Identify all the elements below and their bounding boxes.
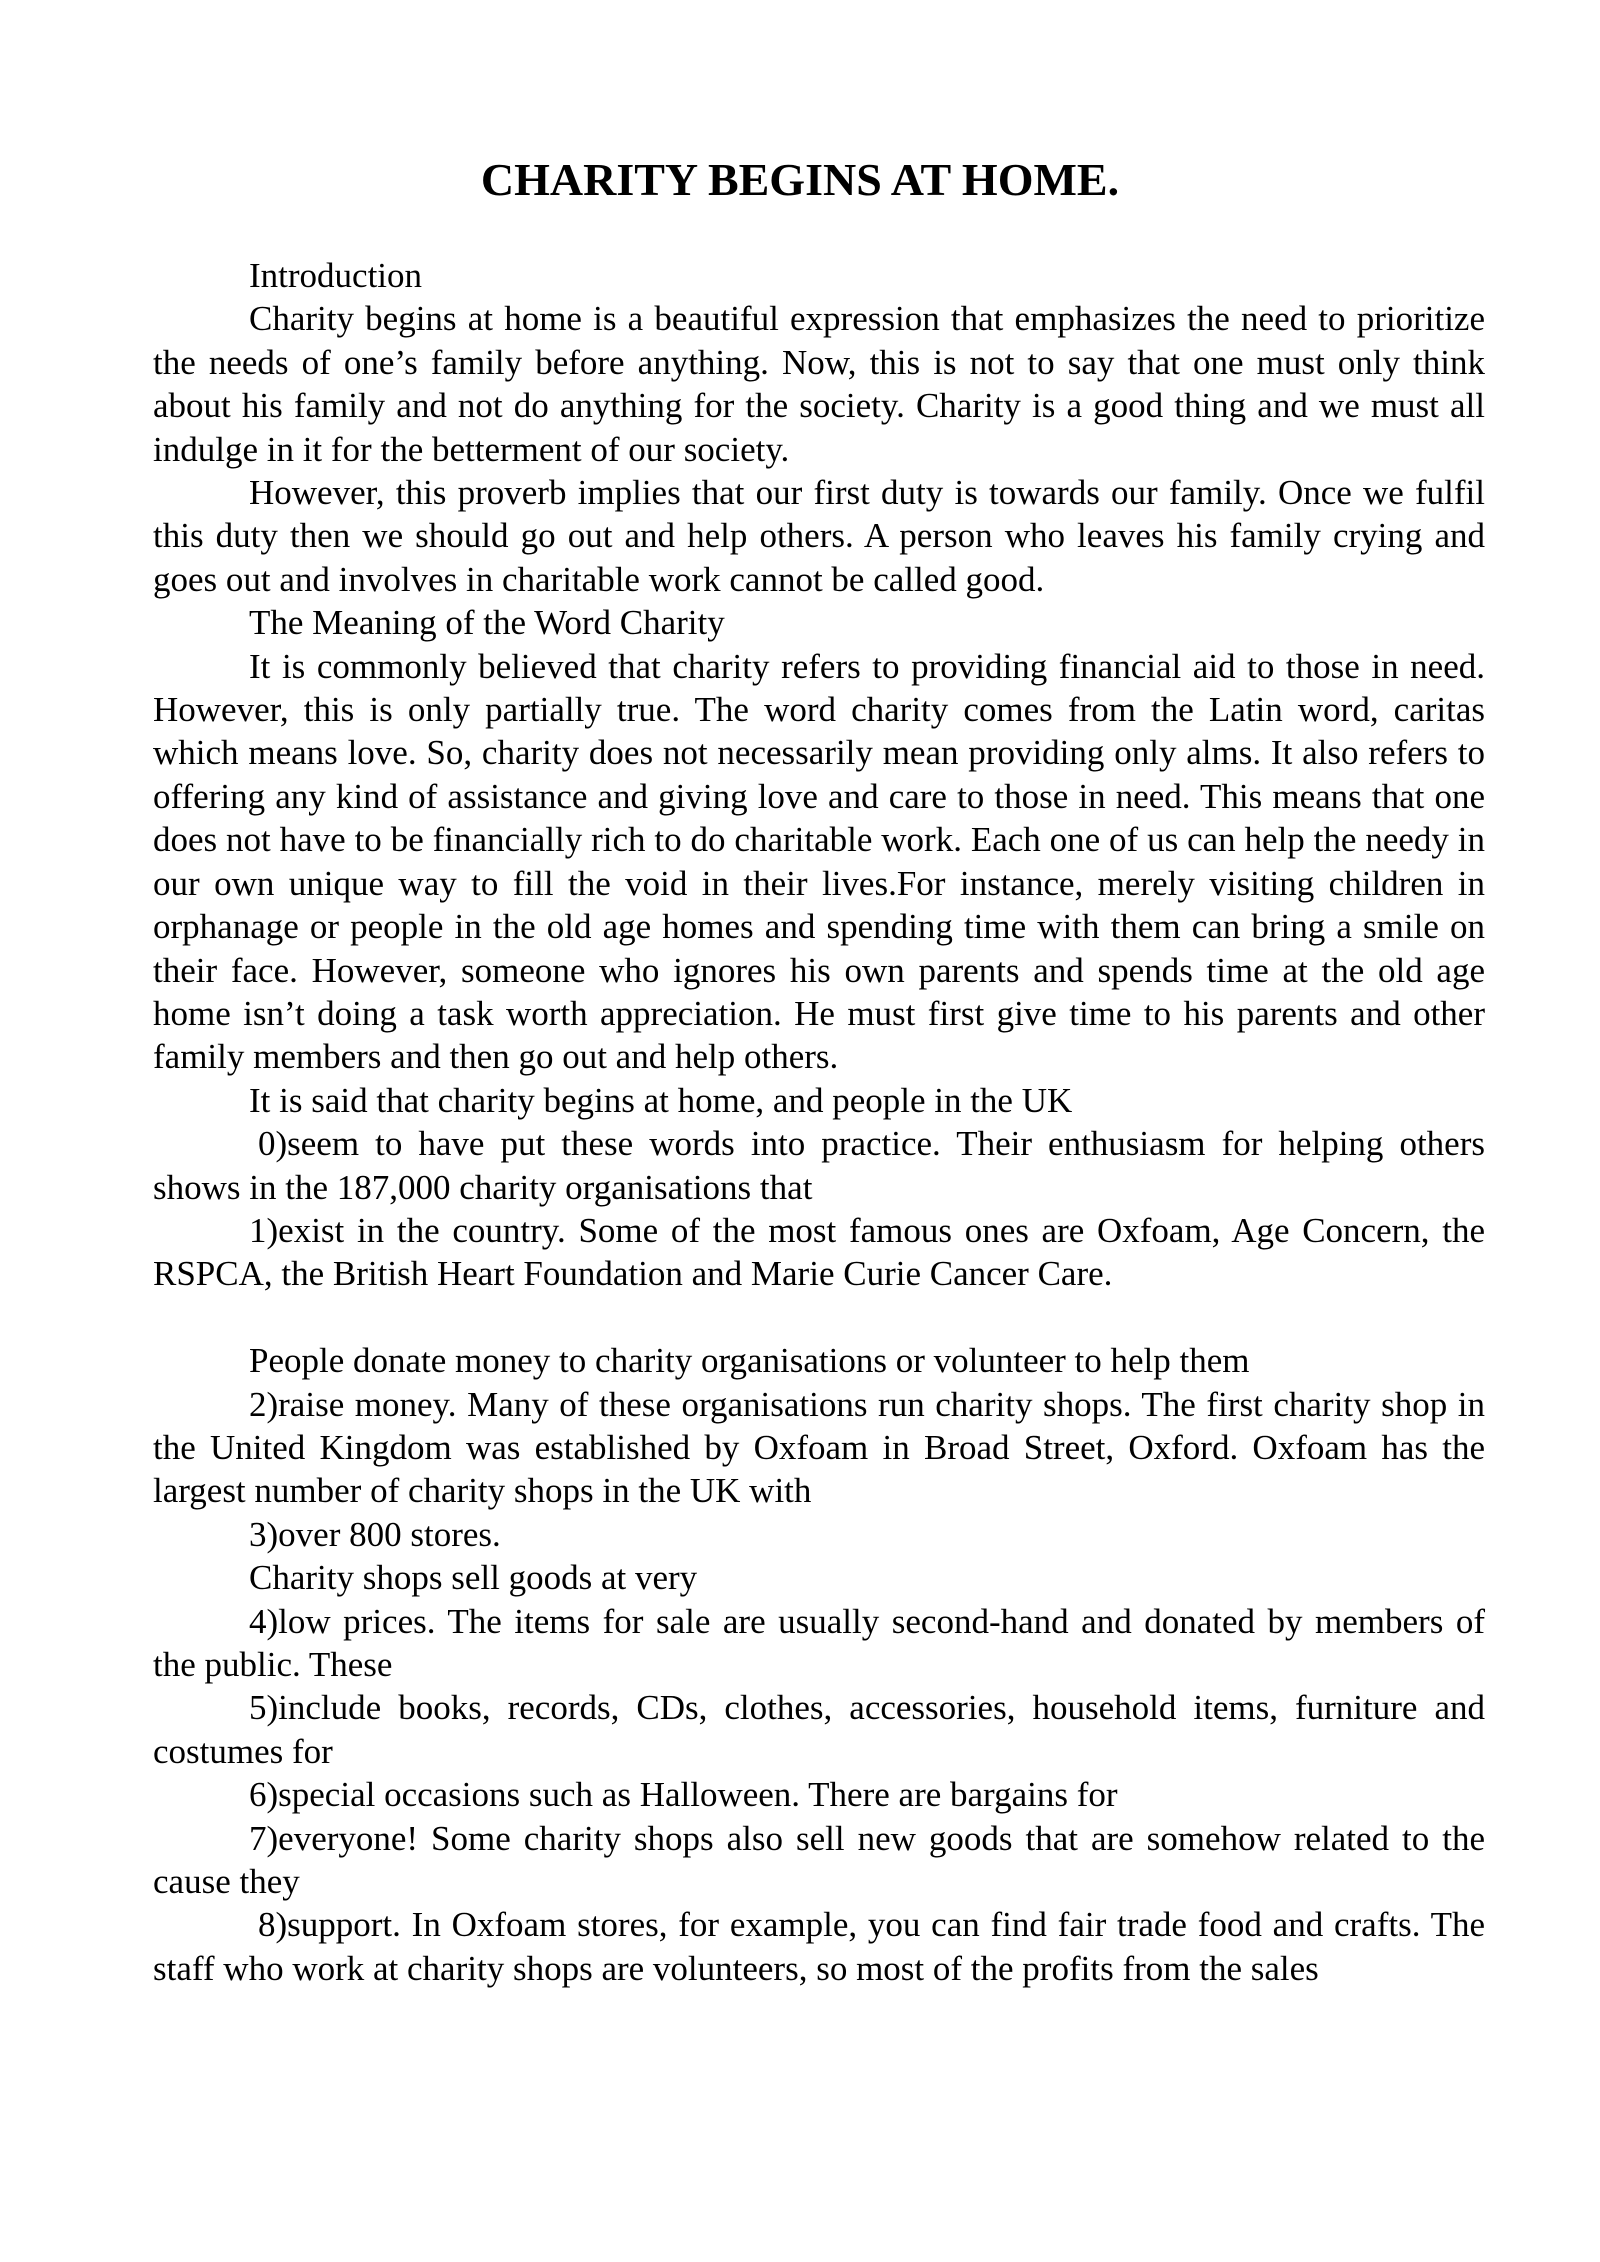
- numbered-paragraph-2: 2)raise money. Many of these organisations run charity shops. The first charity shop in the United Kingdom was established by Oxfoam in Broad Street, Oxford. Oxfoam has the largest number of charity shops in the UK with: [153, 1384, 1485, 1511]
- numbered-paragraph-4: 4)low prices. The items for sale are usually second-hand and donated by members of the public. These: [153, 1601, 1485, 1684]
- numbered-paragraph-5: 5)include books, records, CDs, clothes, accessories, household items, furniture and costumes for: [153, 1688, 1485, 1771]
- paragraph: People donate money to charity organisations or volunteer to help them: [249, 1341, 1250, 1381]
- paragraph: Charity begins at home is a beautiful expression that emphasizes the need to prioritize the needs of one’s family before anything. Now, this is not to say that one must only think about his family and not do anything for the society. Charity is a good thing and we must all indulge in it for the betterment of our society.: [153, 299, 1485, 469]
- section-heading-introduction: Introduction: [249, 256, 423, 295]
- document-body: [153, 254, 1485, 1990]
- numbered-paragraph-7: 7)everyone! Some charity shops also sell new goods that are somehow related to the cause they: [153, 1818, 1485, 1902]
- section-heading-meaning: The Meaning of the Word Charity: [249, 603, 725, 643]
- paragraph: It is said that charity begins at home, and people in the UK: [249, 1080, 1073, 1120]
- numbered-paragraph-1: 1)exist in the country. Some of the most famous ones are Oxfoam, Age Concern, the RSPCA, the British Heart Foundation and Marie Curie Cancer Care.: [153, 1210, 1485, 1294]
- numbered-paragraph-8: 8)support. In Oxfoam stores, for example, you can find fair trade food and crafts. The staff who work at charity shops are volunteers, so most of the profits from the sales: [153, 1905, 1485, 1988]
- numbered-paragraph-0: 0)seem to have put these words into practice. Their enthusiasm for helping others shows in the 187,000 charity organisations that: [153, 1124, 1485, 1207]
- paragraph: However, this proverb implies that our first duty is towards our family. Once we fulfil this duty then we should go out and help others. A person who leaves his family crying and goes out and involves in charitable work cannot be called good.: [153, 473, 1485, 599]
- document-title: CHARITY BEGINS AT HOME.: [480, 154, 1120, 205]
- paragraph: It is commonly believed that charity refers to providing financial aid to those in need. However, this is only partially true. The word charity comes from the Latin word, caritas which means love. So, charity does not necessarily mean providing only alms. It also refers to offering any kind of assistance and giving love and care to those in need. This means that one does not have to be financially rich to do charitable work. Each one of us can help the needy in our own unique way to fill the void in their lives.For instance, merely visiting children in orphanage or people in the old age homes and spending time with them can bring a smile on their face. However, someone who ignores his own parents and spends time at the old age home isn’t doing a task worth appreciation. He must first give time to his parents and other family members and then go out and help others.: [153, 646, 1485, 1077]
- paragraph: Charity shops sell goods at very: [249, 1558, 698, 1598]
- blank-line: [153, 1296, 1485, 1339]
- numbered-paragraph-3: 3)over 800 stores.: [249, 1514, 501, 1554]
- numbered-paragraph-6: 6)special occasions such as Halloween. There are bargains for: [249, 1775, 1118, 1815]
